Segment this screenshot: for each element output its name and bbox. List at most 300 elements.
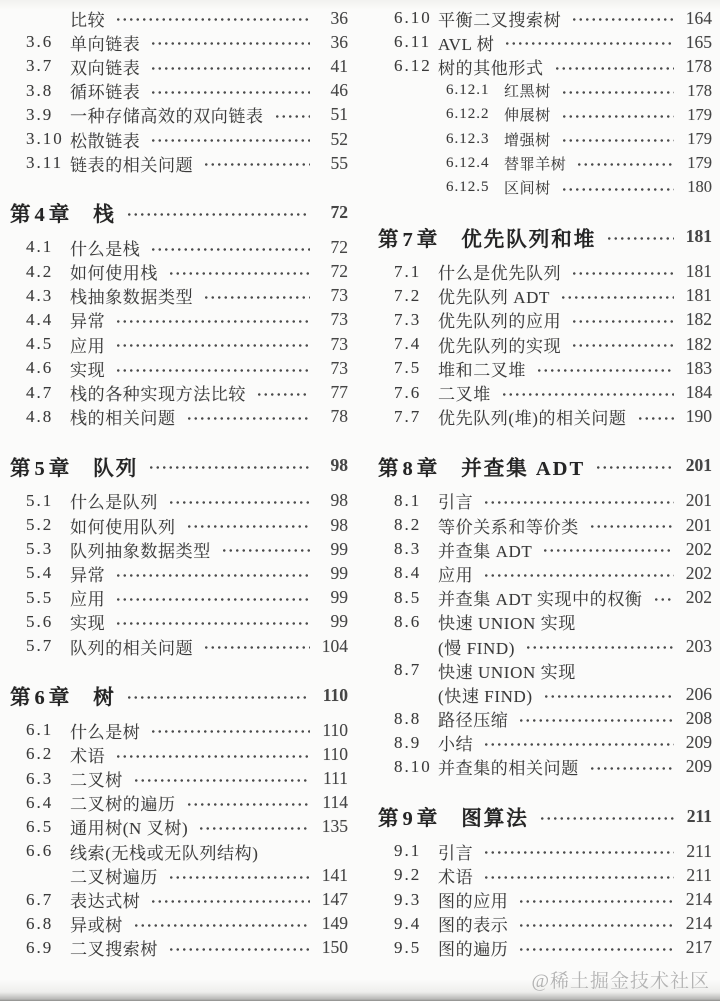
toc-entry xyxy=(394,936,712,960)
entry-title: 表达式树 xyxy=(70,892,141,912)
entry-number: 4.4 xyxy=(26,309,54,329)
entry-number: 6.3 xyxy=(26,768,54,788)
dot-leader xyxy=(133,912,310,936)
toc-entry xyxy=(26,103,348,127)
entry-number: 8.6 xyxy=(394,611,422,631)
toc-entry xyxy=(394,586,712,610)
page-number: 179 xyxy=(687,104,712,124)
entry-title: 什么是队列 xyxy=(70,493,158,513)
dot-leader xyxy=(561,103,674,127)
entry-number: 3.10 xyxy=(26,129,64,149)
entry-title: 并查集的相关问题 xyxy=(438,759,579,779)
page-number: 183 xyxy=(685,357,712,378)
entry-number: 4.3 xyxy=(26,285,54,305)
entry-title: 线索(无栈或无队列结构) xyxy=(70,843,259,863)
entry-title: 堆和二叉堆 xyxy=(438,360,526,380)
entry-number: 5.3 xyxy=(26,539,54,559)
entry-title: 异或树 xyxy=(70,916,123,936)
toc-entry xyxy=(26,380,348,404)
page-number: 36 xyxy=(330,7,348,28)
dot-leader xyxy=(126,197,310,227)
entry-number: 6.1 xyxy=(26,720,54,740)
dot-leader xyxy=(589,513,674,537)
entry-number: 3.7 xyxy=(26,56,54,76)
entry-number: 5.2 xyxy=(26,515,54,535)
toc-entry xyxy=(26,489,348,513)
page-number: 202 xyxy=(685,562,712,583)
entry-title: 二叉树的遍历 xyxy=(70,795,176,815)
page-number: 135 xyxy=(321,816,348,837)
page-number: 41 xyxy=(330,55,348,76)
entry-title: 栈 xyxy=(93,204,116,227)
toc-entry xyxy=(26,815,348,839)
entry-number: 3.6 xyxy=(26,32,54,52)
toc-entry xyxy=(26,561,348,585)
entry-number: 6.12.1 xyxy=(446,82,490,99)
entry-title: 通用树(N 叉树) xyxy=(70,819,189,839)
entry-title: 伸展树 xyxy=(504,108,551,125)
entry-number: 6.4 xyxy=(26,792,54,812)
toc-entry xyxy=(394,887,712,911)
entry-number: 3.9 xyxy=(26,104,54,124)
entry-number: 7.5 xyxy=(394,358,422,378)
entry-title: 术语 xyxy=(438,867,474,887)
entry-number: 9.2 xyxy=(394,865,422,885)
entry-title: (快速 FIND) xyxy=(438,686,533,706)
entry-title: 应用 xyxy=(70,336,106,356)
page-number: 73 xyxy=(330,333,348,354)
page-number: 165 xyxy=(685,31,712,52)
entry-title: 如何使用栈 xyxy=(70,264,158,284)
toc-entry xyxy=(394,30,712,54)
dot-leader xyxy=(221,537,310,561)
entry-title: 优先队列 ADT xyxy=(438,288,550,308)
page-number: 99 xyxy=(330,611,348,632)
toc-entry xyxy=(394,707,712,731)
toc-entry xyxy=(394,151,712,175)
dot-leader xyxy=(203,284,310,308)
entry-title: 链表的相关问题 xyxy=(70,155,194,175)
dot-leader xyxy=(133,767,310,791)
dot-leader xyxy=(483,731,674,755)
page-number: 149 xyxy=(321,913,348,934)
entry-title: 小结 xyxy=(438,735,474,755)
page-number: 36 xyxy=(330,31,348,52)
entry-number: 第9章 xyxy=(378,808,442,831)
page-number: 114 xyxy=(322,792,348,813)
page-number: 141 xyxy=(321,864,348,885)
page-number: 206 xyxy=(685,683,712,704)
entry-title: 并查集 ADT 实现中的权衡 xyxy=(438,590,643,610)
page-number: 99 xyxy=(330,562,348,583)
page-number: 77 xyxy=(330,382,348,403)
dot-leader xyxy=(115,308,310,332)
page-number: 214 xyxy=(685,889,712,910)
toc-chapter-entry xyxy=(378,222,712,252)
entry-number: 7.4 xyxy=(394,334,422,354)
toc-entry xyxy=(26,332,348,356)
dot-leader xyxy=(483,839,674,863)
toc-entry xyxy=(26,151,348,175)
dot-leader xyxy=(150,718,310,742)
entry-title: 引言 xyxy=(438,843,474,863)
page-number: 184 xyxy=(685,382,712,403)
dot-leader xyxy=(115,742,310,766)
dot-leader xyxy=(186,405,310,429)
page-number: 72 xyxy=(330,261,348,282)
page-number: 78 xyxy=(330,406,348,427)
entry-title: 图算法 xyxy=(461,808,529,831)
entry-title: 应用 xyxy=(438,565,474,585)
entry-title: 实现 xyxy=(70,614,106,634)
dot-leader xyxy=(203,151,310,175)
entry-number: 6.6 xyxy=(26,841,54,861)
dot-leader xyxy=(501,380,674,404)
entry-number: 7.7 xyxy=(394,406,422,426)
entry-title: 队列 xyxy=(93,457,139,480)
entry-number: 6.5 xyxy=(26,816,54,836)
dot-leader xyxy=(150,79,310,103)
entry-number: 8.3 xyxy=(394,539,422,559)
dot-leader xyxy=(203,634,310,658)
dot-leader xyxy=(560,284,674,308)
page-number: 72 xyxy=(330,201,348,222)
page-number: 99 xyxy=(330,538,348,559)
dot-leader xyxy=(115,586,310,610)
dot-leader xyxy=(518,936,674,960)
page-number: 203 xyxy=(685,635,712,656)
toc-chapter-entry xyxy=(10,451,348,481)
toc-entry xyxy=(394,103,712,127)
entry-number: 4.1 xyxy=(26,237,54,257)
page-number: 201 xyxy=(685,455,712,476)
dot-leader xyxy=(561,79,674,103)
page-number: 214 xyxy=(685,913,712,934)
entry-title: 二叉搜索树 xyxy=(70,940,158,960)
entry-title: 路径压缩 xyxy=(438,711,509,731)
page-number: 110 xyxy=(322,743,348,764)
entry-title: 循环链表 xyxy=(70,83,141,103)
dot-leader xyxy=(483,561,674,585)
entry-number: 4.6 xyxy=(26,358,54,378)
toc-entry xyxy=(394,561,712,585)
dot-leader xyxy=(168,863,310,887)
toc-column-right xyxy=(360,0,720,960)
entry-number: 9.4 xyxy=(394,913,422,933)
toc-entry xyxy=(26,260,348,284)
toc-entry xyxy=(26,356,348,380)
toc-entry xyxy=(394,731,712,755)
dot-leader xyxy=(595,451,674,481)
toc-entry xyxy=(26,610,348,634)
page-number: 111 xyxy=(323,768,348,789)
entry-title: 栈抽象数据类型 xyxy=(70,288,194,308)
entry-number: 4.2 xyxy=(26,261,54,281)
page-number: 98 xyxy=(330,490,348,511)
page-number: 201 xyxy=(685,514,712,535)
toc-entry xyxy=(26,79,348,103)
toc-entry xyxy=(394,127,712,151)
entry-number: 5.4 xyxy=(26,563,54,583)
entry-title: 异常 xyxy=(70,565,106,585)
entry-title: 二叉堆 xyxy=(438,385,491,405)
entry-title: 实现 xyxy=(70,360,106,380)
entry-title: 单向链表 xyxy=(70,34,141,54)
dot-leader xyxy=(186,791,310,815)
entry-number: 9.3 xyxy=(394,889,422,909)
entry-title: 图的应用 xyxy=(438,892,509,912)
entry-number: 5.7 xyxy=(26,636,54,656)
entry-number: 6.12.5 xyxy=(446,178,490,195)
dot-leader xyxy=(150,54,310,78)
page-number: 211 xyxy=(686,805,712,826)
entry-title: 二叉树 xyxy=(70,771,123,791)
entry-title: 队列的相关问题 xyxy=(70,638,194,658)
dot-leader xyxy=(653,586,674,610)
toc-entry xyxy=(26,308,348,332)
dot-leader xyxy=(571,260,674,284)
page-number: 202 xyxy=(685,587,712,608)
page-number: 211 xyxy=(686,864,712,885)
dot-leader xyxy=(637,405,674,429)
dot-leader xyxy=(115,332,310,356)
entry-number: 5.6 xyxy=(26,611,54,631)
toc-entry xyxy=(394,489,712,513)
entry-title: 红黑树 xyxy=(504,84,551,101)
entry-number: 3.8 xyxy=(26,80,54,100)
toc-entry xyxy=(26,284,348,308)
entry-title: 并查集 ADT xyxy=(461,457,586,480)
entry-title: 双向链表 xyxy=(70,58,141,78)
entry-number: 6.12.4 xyxy=(446,154,490,171)
entry-title: AVL 树 xyxy=(438,34,495,54)
toc-chapter-entry xyxy=(10,680,348,710)
entry-title: 平衡二叉搜索树 xyxy=(438,10,562,30)
entry-number: 7.1 xyxy=(394,261,422,281)
entry-title: 区间树 xyxy=(504,180,551,197)
entry-number: 第8章 xyxy=(378,457,442,480)
dot-leader xyxy=(539,801,674,831)
toc-entry xyxy=(394,356,712,380)
page-number: 110 xyxy=(322,684,348,705)
dot-leader xyxy=(274,103,310,127)
page-number: 182 xyxy=(685,309,712,330)
toc-entry xyxy=(26,936,348,960)
dot-leader xyxy=(150,235,310,259)
toc-entry xyxy=(394,175,712,199)
toc-entry xyxy=(394,284,712,308)
entry-number: 4.5 xyxy=(26,334,54,354)
page-number: 181 xyxy=(685,285,712,306)
toc-chapter-entry xyxy=(378,801,712,831)
page-number: 150 xyxy=(321,937,348,958)
dot-leader xyxy=(576,151,674,175)
dot-leader xyxy=(561,127,674,151)
entry-title: 图的遍历 xyxy=(438,940,509,960)
entry-number: 8.8 xyxy=(394,708,422,728)
page-number: 208 xyxy=(685,708,712,729)
page-number: 190 xyxy=(685,406,712,427)
dot-leader xyxy=(525,634,674,658)
entry-title: 松散链表 xyxy=(70,131,141,151)
entry-number: 7.6 xyxy=(394,382,422,402)
page-number: 180 xyxy=(687,177,712,197)
entry-number: 6.7 xyxy=(26,889,54,909)
toc-entry xyxy=(394,380,712,404)
entry-number: 7.3 xyxy=(394,309,422,329)
dot-leader xyxy=(115,6,310,30)
entry-title: 一种存储高效的双向链表 xyxy=(70,107,264,127)
entry-title: 如何使用队列 xyxy=(70,517,176,537)
page-number: 211 xyxy=(686,840,712,861)
entry-title: 应用 xyxy=(70,590,106,610)
entry-title: 优先队列的应用 xyxy=(438,312,562,332)
toc-entry xyxy=(394,537,712,561)
toc-entry xyxy=(26,912,348,936)
entry-number: 8.5 xyxy=(394,587,422,607)
toc-entry xyxy=(394,634,712,658)
entry-number: 8.1 xyxy=(394,490,422,510)
dot-leader xyxy=(186,513,310,537)
dot-leader xyxy=(571,308,674,332)
dot-leader xyxy=(168,489,310,513)
dot-leader xyxy=(518,707,674,731)
entry-title: (慢 FIND) xyxy=(438,638,516,658)
toc-entry xyxy=(26,513,348,537)
entry-number: 9.5 xyxy=(394,937,422,957)
page-number: 51 xyxy=(330,104,348,125)
entry-number: 6.12.2 xyxy=(446,106,490,123)
dot-leader xyxy=(115,610,310,634)
dot-leader xyxy=(589,755,674,779)
page-number: 72 xyxy=(330,236,348,257)
entry-title: 二叉树遍历 xyxy=(70,867,158,887)
page-number: 164 xyxy=(685,7,712,28)
dot-leader xyxy=(483,489,674,513)
entry-number: 5.1 xyxy=(26,490,54,510)
entry-number: 6.10 xyxy=(394,8,432,28)
page-number: 99 xyxy=(330,587,348,608)
toc-entry xyxy=(26,537,348,561)
toc-entry xyxy=(26,634,348,658)
entry-number: 5.5 xyxy=(26,587,54,607)
page-number: 179 xyxy=(687,153,712,173)
entry-number: 8.2 xyxy=(394,515,422,535)
dot-leader xyxy=(115,356,310,380)
entry-number: 8.4 xyxy=(394,563,422,583)
dot-leader xyxy=(571,6,674,30)
entry-number: 8.7 xyxy=(394,660,422,680)
dot-leader xyxy=(518,887,674,911)
dot-leader xyxy=(543,682,674,706)
page-number: 201 xyxy=(685,490,712,511)
entry-number: 6.8 xyxy=(26,913,54,933)
page-number: 202 xyxy=(685,538,712,559)
dot-leader xyxy=(606,222,674,252)
entry-title: 栈的相关问题 xyxy=(70,409,176,429)
entry-number: 9.1 xyxy=(394,841,422,861)
toc-chapter-entry xyxy=(10,197,348,227)
entry-number: 6.2 xyxy=(26,744,54,764)
toc-chapter-entry xyxy=(378,451,712,481)
toc-entry xyxy=(394,332,712,356)
toc-entry xyxy=(26,767,348,791)
entry-title: 什么是栈 xyxy=(70,239,141,259)
entry-number: 4.7 xyxy=(26,382,54,402)
toc-entry xyxy=(26,127,348,151)
toc-entry xyxy=(394,79,712,103)
dot-leader xyxy=(256,380,310,404)
entry-title: 增强树 xyxy=(504,132,551,149)
watermark: @稀土掘金技术社区 xyxy=(531,971,710,992)
toc-entry xyxy=(26,863,348,887)
toc-entry xyxy=(26,235,348,259)
page-number: 46 xyxy=(330,80,348,101)
entry-title: 图的表示 xyxy=(438,916,509,936)
dot-leader xyxy=(168,260,310,284)
toc-column-left xyxy=(0,0,360,960)
page-number: 181 xyxy=(685,261,712,282)
dot-leader xyxy=(504,30,674,54)
page-number: 98 xyxy=(330,514,348,535)
dot-leader xyxy=(150,127,310,151)
dot-leader xyxy=(150,30,310,54)
dot-leader xyxy=(561,175,674,199)
entry-number: 6.12 xyxy=(394,56,432,76)
page-number: 73 xyxy=(330,357,348,378)
entry-title: 快速 UNION 实现 xyxy=(438,614,576,634)
toc-entry xyxy=(26,839,348,863)
entry-title: 树 xyxy=(93,687,116,710)
entry-number: 第6章 xyxy=(10,687,74,710)
page-number: 52 xyxy=(330,128,348,149)
toc-entry xyxy=(394,54,712,78)
entry-title: 树的其他形式 xyxy=(438,58,544,78)
entry-number: 8.10 xyxy=(394,756,432,776)
entry-number: 第7章 xyxy=(378,228,442,251)
dot-leader xyxy=(148,451,310,481)
page-number: 217 xyxy=(685,937,712,958)
page-number: 104 xyxy=(321,635,348,656)
toc-entry xyxy=(394,6,712,30)
toc-entry xyxy=(26,405,348,429)
entry-title: 术语 xyxy=(70,746,106,766)
entry-title: 什么是树 xyxy=(70,722,141,742)
toc-entry xyxy=(26,6,348,30)
page-number: 73 xyxy=(330,285,348,306)
dot-leader xyxy=(483,863,674,887)
entry-title: 栈的各种实现方法比较 xyxy=(70,385,246,405)
toc-entry xyxy=(394,405,712,429)
page-number: 110 xyxy=(322,719,348,740)
entry-title: 比较 xyxy=(70,10,106,30)
dot-leader xyxy=(542,537,674,561)
dot-leader xyxy=(198,815,310,839)
page-number: 182 xyxy=(685,333,712,354)
dot-leader xyxy=(150,887,310,911)
toc-entry xyxy=(394,755,712,779)
entry-number: 8.9 xyxy=(394,732,422,752)
page-number: 209 xyxy=(685,756,712,777)
dot-leader xyxy=(168,936,310,960)
entry-number: 3.11 xyxy=(26,153,64,173)
dot-leader xyxy=(571,332,674,356)
entry-title: 引言 xyxy=(438,493,474,513)
entry-title: 等价关系和等价类 xyxy=(438,517,579,537)
toc-entry xyxy=(26,586,348,610)
dot-leader xyxy=(518,912,674,936)
entry-title: 快速 UNION 实现 xyxy=(438,662,576,682)
